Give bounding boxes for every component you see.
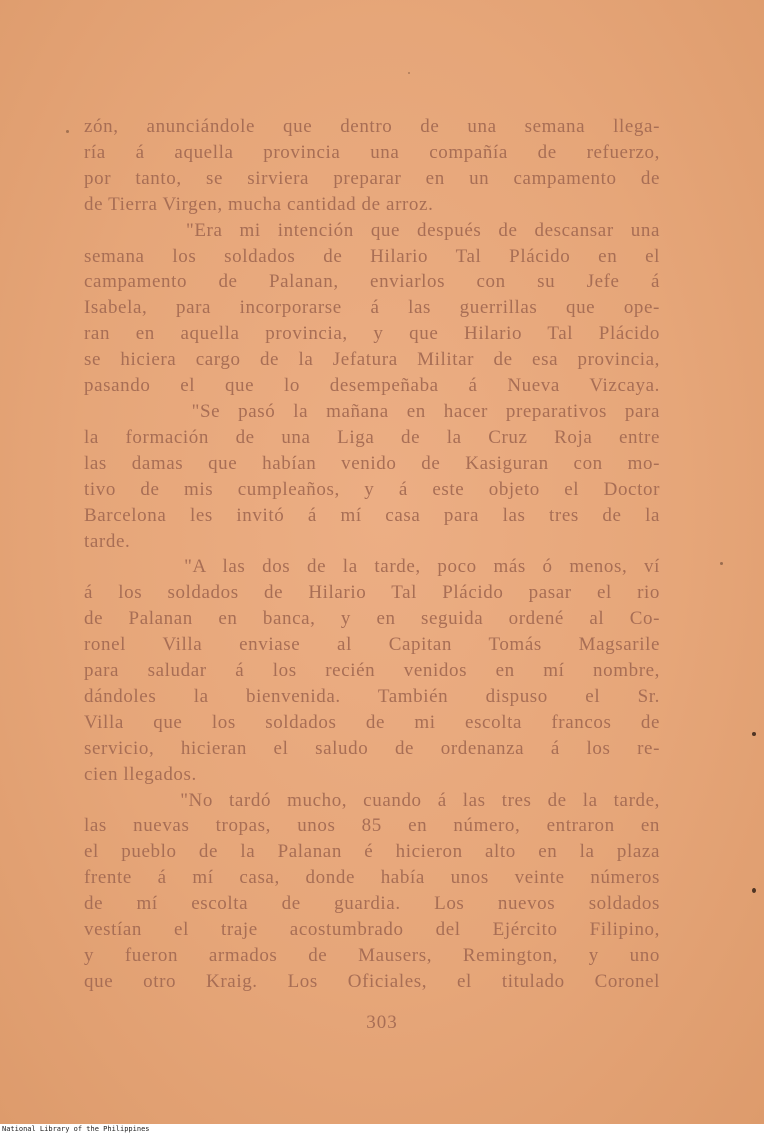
text-line: frente á mí casa, donde había unos veinte números (84, 867, 660, 889)
text-line: por tanto, se sirviera preparar en un campamento de (84, 167, 660, 189)
text-line: las damas que habían venido de Kasiguran con mo- (84, 452, 660, 474)
text-line: pasando el que lo desempeñaba á Nueva Vizcaya. (84, 375, 660, 397)
text-line: cien llegados. (84, 763, 197, 785)
text-line: las nuevas tropas, unos 85 en número, entraron en (84, 815, 660, 837)
text-line: Barcelona les invitó á mí casa para las tres de la (84, 504, 660, 526)
text-line: que otro Kraig. Los Oficiales, el titulado Coronel (84, 970, 660, 992)
paper-speck (408, 72, 410, 74)
text-line: campamento de Palanan, enviarlos con su Jefe á (84, 271, 660, 293)
text-line: ran en aquella provincia, y que Hilario Tal Plácido (84, 323, 660, 345)
body-text (84, 114, 660, 995)
text-line: "A las dos de la tarde, poco más ó menos, ví (84, 556, 660, 578)
paper-speck (752, 888, 756, 893)
text-line: vestían el traje acostumbrado del Ejército Filipino, (84, 919, 660, 941)
text-line: y fueron armados de Mausers, Remington, y uno (84, 945, 660, 966)
text-line: ronel Villa enviase al Capitan Tomás Magsarile (84, 634, 660, 656)
text-line: Villa que los soldados de mi escolta francos de (84, 711, 660, 733)
text-line: servicio, hicieran el saludo de ordenanza á los re- (84, 737, 660, 759)
text-line: para saludar á los recién venidos en mí nombre, (84, 660, 660, 682)
paper-speck (66, 130, 69, 133)
paper-speck (752, 732, 756, 736)
text-line: á los soldados de Hilario Tal Plácido pasar el rio (84, 582, 660, 604)
text-line: de Palanan en banca, y en seguida ordené al Co- (84, 608, 660, 630)
text-line: la formación de una Liga de la Cruz Roja entre (84, 426, 660, 448)
text-line: se hiciera cargo de la Jefatura Militar de esa provincia, (84, 349, 660, 371)
text-line: de Tierra Virgen, mucha cantidad de arroz. (84, 193, 434, 215)
text-line: semana los soldados de Hilario Tal Plácido en el (84, 245, 660, 267)
text-line: tarde. (84, 530, 131, 552)
text-line: de mí escolta de guardia. Los nuevos soldados (84, 893, 660, 915)
text-line: dándoles la bienvenida. También dispuso el Sr. (84, 685, 660, 707)
text-line: zón, anunciándole que dentro de una semana llega- (84, 116, 660, 137)
text-line: tivo de mis cumpleaños, y á este objeto el Doctor (84, 478, 660, 500)
text-line: "No tardó mucho, cuando á las tres de la tarde, (84, 789, 660, 811)
library-credit: National Library of the Philippines (2, 1125, 150, 1133)
text-line: Isabela, para incorporarse á las guerrillas que ope- (84, 297, 660, 319)
text-line: "Era mi intención que después de descansar una (84, 219, 660, 241)
text-line: ría á aquella provincia una compañía de refuerzo, (84, 141, 660, 163)
text-line: "Se pasó la mañana en hacer preparativos para (84, 400, 660, 422)
text-line: el pueblo de la Palanan é hicieron alto en la plaza (84, 841, 660, 863)
page-number: 303 (366, 1012, 398, 1033)
paper-speck (720, 562, 723, 565)
